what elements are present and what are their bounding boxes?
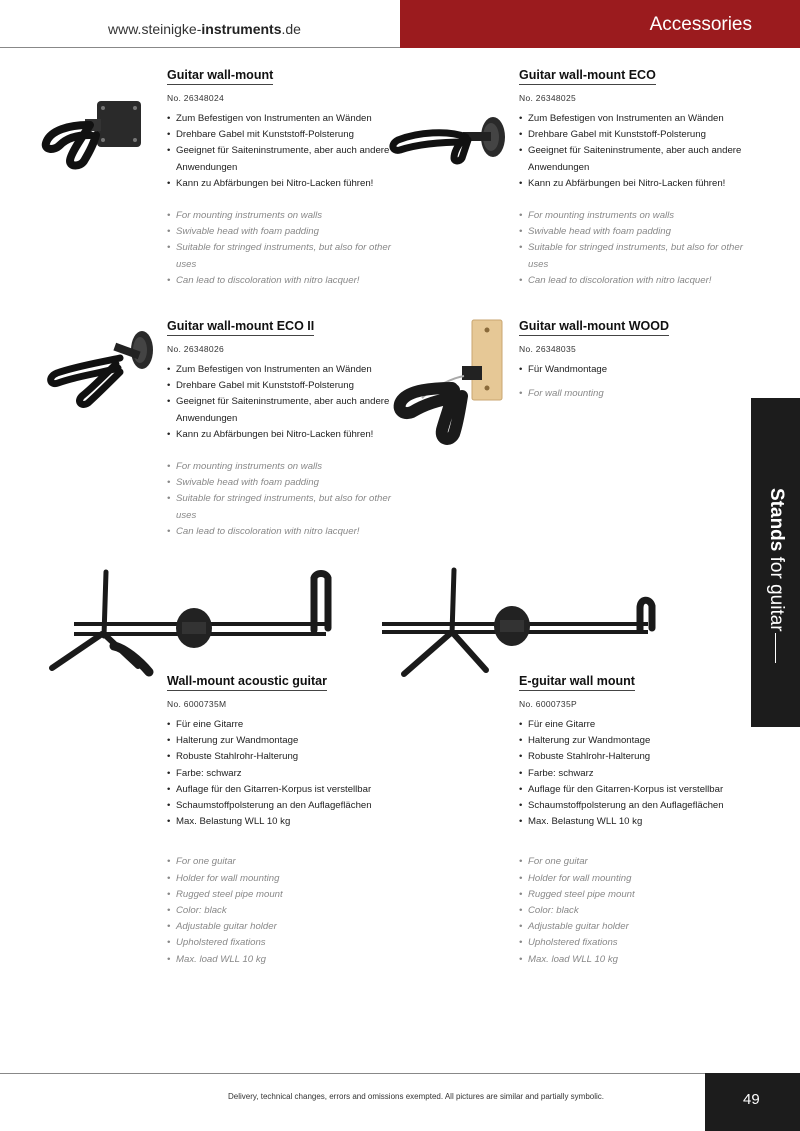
product-guitar-wall-mount	[167, 66, 397, 289]
feature-item: • Suitable for stringed instruments, but also for other uses	[167, 491, 397, 523]
feature-item: • Für eine Gitarre	[519, 717, 749, 733]
feature-item: • Swivable head with foam padding	[519, 224, 749, 240]
features-english	[519, 208, 749, 289]
guitar-wall-mount-wood-image	[392, 318, 512, 448]
feature-item: • Für eine Gitarre	[167, 717, 397, 733]
guitar-wall-mount-eco-image	[388, 110, 518, 170]
feature-item: • Max. load WLL 10 kg	[519, 952, 749, 968]
feature-item: • Zum Befestigen von Instrumenten an Wänden	[167, 111, 397, 127]
wall-mount-acoustic-guitar-image	[44, 568, 334, 680]
features-german	[519, 362, 749, 378]
feature-item: • Robuste Stahlrohr-Halterung	[519, 749, 749, 765]
feature-item: • Schaumstoffpolsterung an den Auflageflächen	[167, 798, 397, 814]
product-title: Wall-mount acoustic guitar	[167, 674, 327, 691]
product-e-guitar-wall-mount	[519, 672, 749, 968]
side-tab-divider	[775, 633, 776, 663]
features-german	[167, 717, 397, 830]
product-number: No. 26348035	[519, 344, 577, 354]
category-banner	[400, 0, 800, 48]
features-german	[167, 362, 397, 443]
feature-item: • Farbe: schwarz	[167, 766, 397, 782]
feature-item: • Max. load WLL 10 kg	[167, 952, 397, 968]
header-divider	[0, 47, 400, 48]
feature-item: • Can lead to discoloration with nitro lacquer!	[167, 273, 397, 289]
feature-item: • Geeignet für Saiteninstrumente, aber auch andere Anwendungen	[167, 143, 397, 175]
feature-item: • Halterung zur Wandmontage	[519, 733, 749, 749]
footer-divider	[0, 1073, 705, 1074]
feature-item: • Holder for wall mounting	[167, 871, 397, 887]
feature-item: • Adjustable guitar holder	[519, 919, 749, 935]
section-side-tab	[751, 398, 800, 727]
feature-item: • For mounting instruments on walls	[167, 208, 397, 224]
section-side-label: Stands for guitar	[766, 488, 787, 632]
product-title: Guitar wall-mount ECO II	[167, 319, 314, 336]
features-german	[519, 717, 749, 830]
feature-item: • Suitable for stringed instruments, but also for other uses	[167, 240, 397, 272]
feature-item: • Rugged steel pipe mount	[167, 887, 397, 903]
feature-item: • Holder for wall mounting	[519, 871, 749, 887]
product-wall-mount-acoustic-guitar	[167, 672, 397, 968]
feature-item: • Drehbare Gabel mit Kunststoff-Polsterung	[167, 378, 397, 394]
feature-item: • Rugged steel pipe mount	[519, 887, 749, 903]
product-guitar-wall-mount-eco-ii	[167, 317, 397, 540]
product-title: Guitar wall-mount ECO	[519, 68, 656, 85]
product-number: No. 6000735M	[167, 699, 227, 709]
feature-item: • Swivable head with foam padding	[167, 475, 397, 491]
feature-item: • Robuste Stahlrohr-Halterung	[167, 749, 397, 765]
product-number: No. 6000735P	[519, 699, 577, 709]
feature-item: • Max. Belastung WLL 10 kg	[167, 814, 397, 830]
features-english	[519, 386, 749, 402]
feature-item: • Für Wandmontage	[519, 362, 749, 378]
product-number: No. 26348024	[167, 93, 225, 103]
feature-item: • Halterung zur Wandmontage	[167, 733, 397, 749]
feature-item: • For mounting instruments on walls	[519, 208, 749, 224]
feature-item: • Swivable head with foam padding	[167, 224, 397, 240]
website-url[interactable]: www.steinigke-instruments.de	[108, 21, 301, 37]
feature-item: • For mounting instruments on walls	[167, 459, 397, 475]
product-title: E-guitar wall mount	[519, 674, 635, 691]
feature-item: • Max. Belastung WLL 10 kg	[519, 814, 749, 830]
feature-item: • Zum Befestigen von Instrumenten an Wänden	[167, 362, 397, 378]
feature-item: • Geeignet für Saiteninstrumente, aber auch andere Anwendungen	[519, 143, 749, 175]
feature-item: • Color: black	[167, 903, 397, 919]
feature-item: • Kann zu Abfärbungen bei Nitro-Lacken führen!	[167, 427, 397, 443]
feature-item: • Drehbare Gabel mit Kunststoff-Polsterung	[519, 127, 749, 143]
feature-item: • Schaumstoffpolsterung an den Auflageflächen	[519, 798, 749, 814]
page-number-box	[705, 1073, 800, 1131]
product-title: Guitar wall-mount WOOD	[519, 319, 669, 336]
feature-item: • Upholstered fixations	[167, 935, 397, 951]
features-english	[167, 208, 397, 289]
feature-item: • Color: black	[519, 903, 749, 919]
product-guitar-wall-mount-eco	[519, 66, 749, 289]
guitar-wall-mount-image	[40, 95, 160, 175]
guitar-wall-mount-eco-ii-image	[42, 328, 162, 408]
category-title: Accessories	[649, 14, 752, 35]
product-title: Guitar wall-mount	[167, 68, 273, 85]
feature-item: • Adjustable guitar holder	[167, 919, 397, 935]
feature-item: • Kann zu Abfärbungen bei Nitro-Lacken führen!	[167, 176, 397, 192]
feature-item: • Zum Befestigen von Instrumenten an Wänden	[519, 111, 749, 127]
feature-item: • Drehbare Gabel mit Kunststoff-Polsterung	[167, 127, 397, 143]
feature-item: • Can lead to discoloration with nitro lacquer!	[519, 273, 749, 289]
page-number: 49	[743, 1091, 760, 1108]
features-english	[519, 854, 749, 967]
product-guitar-wall-mount-wood	[519, 317, 749, 402]
page-header	[0, 0, 800, 48]
feature-item: • For one guitar	[167, 854, 397, 870]
features-english	[167, 459, 397, 540]
product-number: No. 26348026	[167, 344, 225, 354]
feature-item: • For one guitar	[519, 854, 749, 870]
feature-item: • Auflage für den Gitarren-Korpus ist verstellbar	[167, 782, 397, 798]
feature-item: • Auflage für den Gitarren-Korpus ist verstellbar	[519, 782, 749, 798]
feature-item: • Suitable for stringed instruments, but also for other uses	[519, 240, 749, 272]
feature-item: • Can lead to discoloration with nitro lacquer!	[167, 524, 397, 540]
feature-item: • Kann zu Abfärbungen bei Nitro-Lacken führen!	[519, 176, 749, 192]
features-english	[167, 854, 397, 967]
product-number: No. 26348025	[519, 93, 577, 103]
feature-item: • For wall mounting	[519, 386, 749, 402]
feature-item: • Geeignet für Saiteninstrumente, aber auch andere Anwendungen	[167, 394, 397, 426]
footer-disclaimer: Delivery, technical changes, errors and omissions exempted. All pictures are similar and partially symbolic.	[228, 1092, 605, 1101]
feature-item: • Upholstered fixations	[519, 935, 749, 951]
features-german	[519, 111, 749, 192]
feature-item: • Farbe: schwarz	[519, 766, 749, 782]
e-guitar-wall-mount-image	[378, 566, 660, 678]
features-german	[167, 111, 397, 192]
